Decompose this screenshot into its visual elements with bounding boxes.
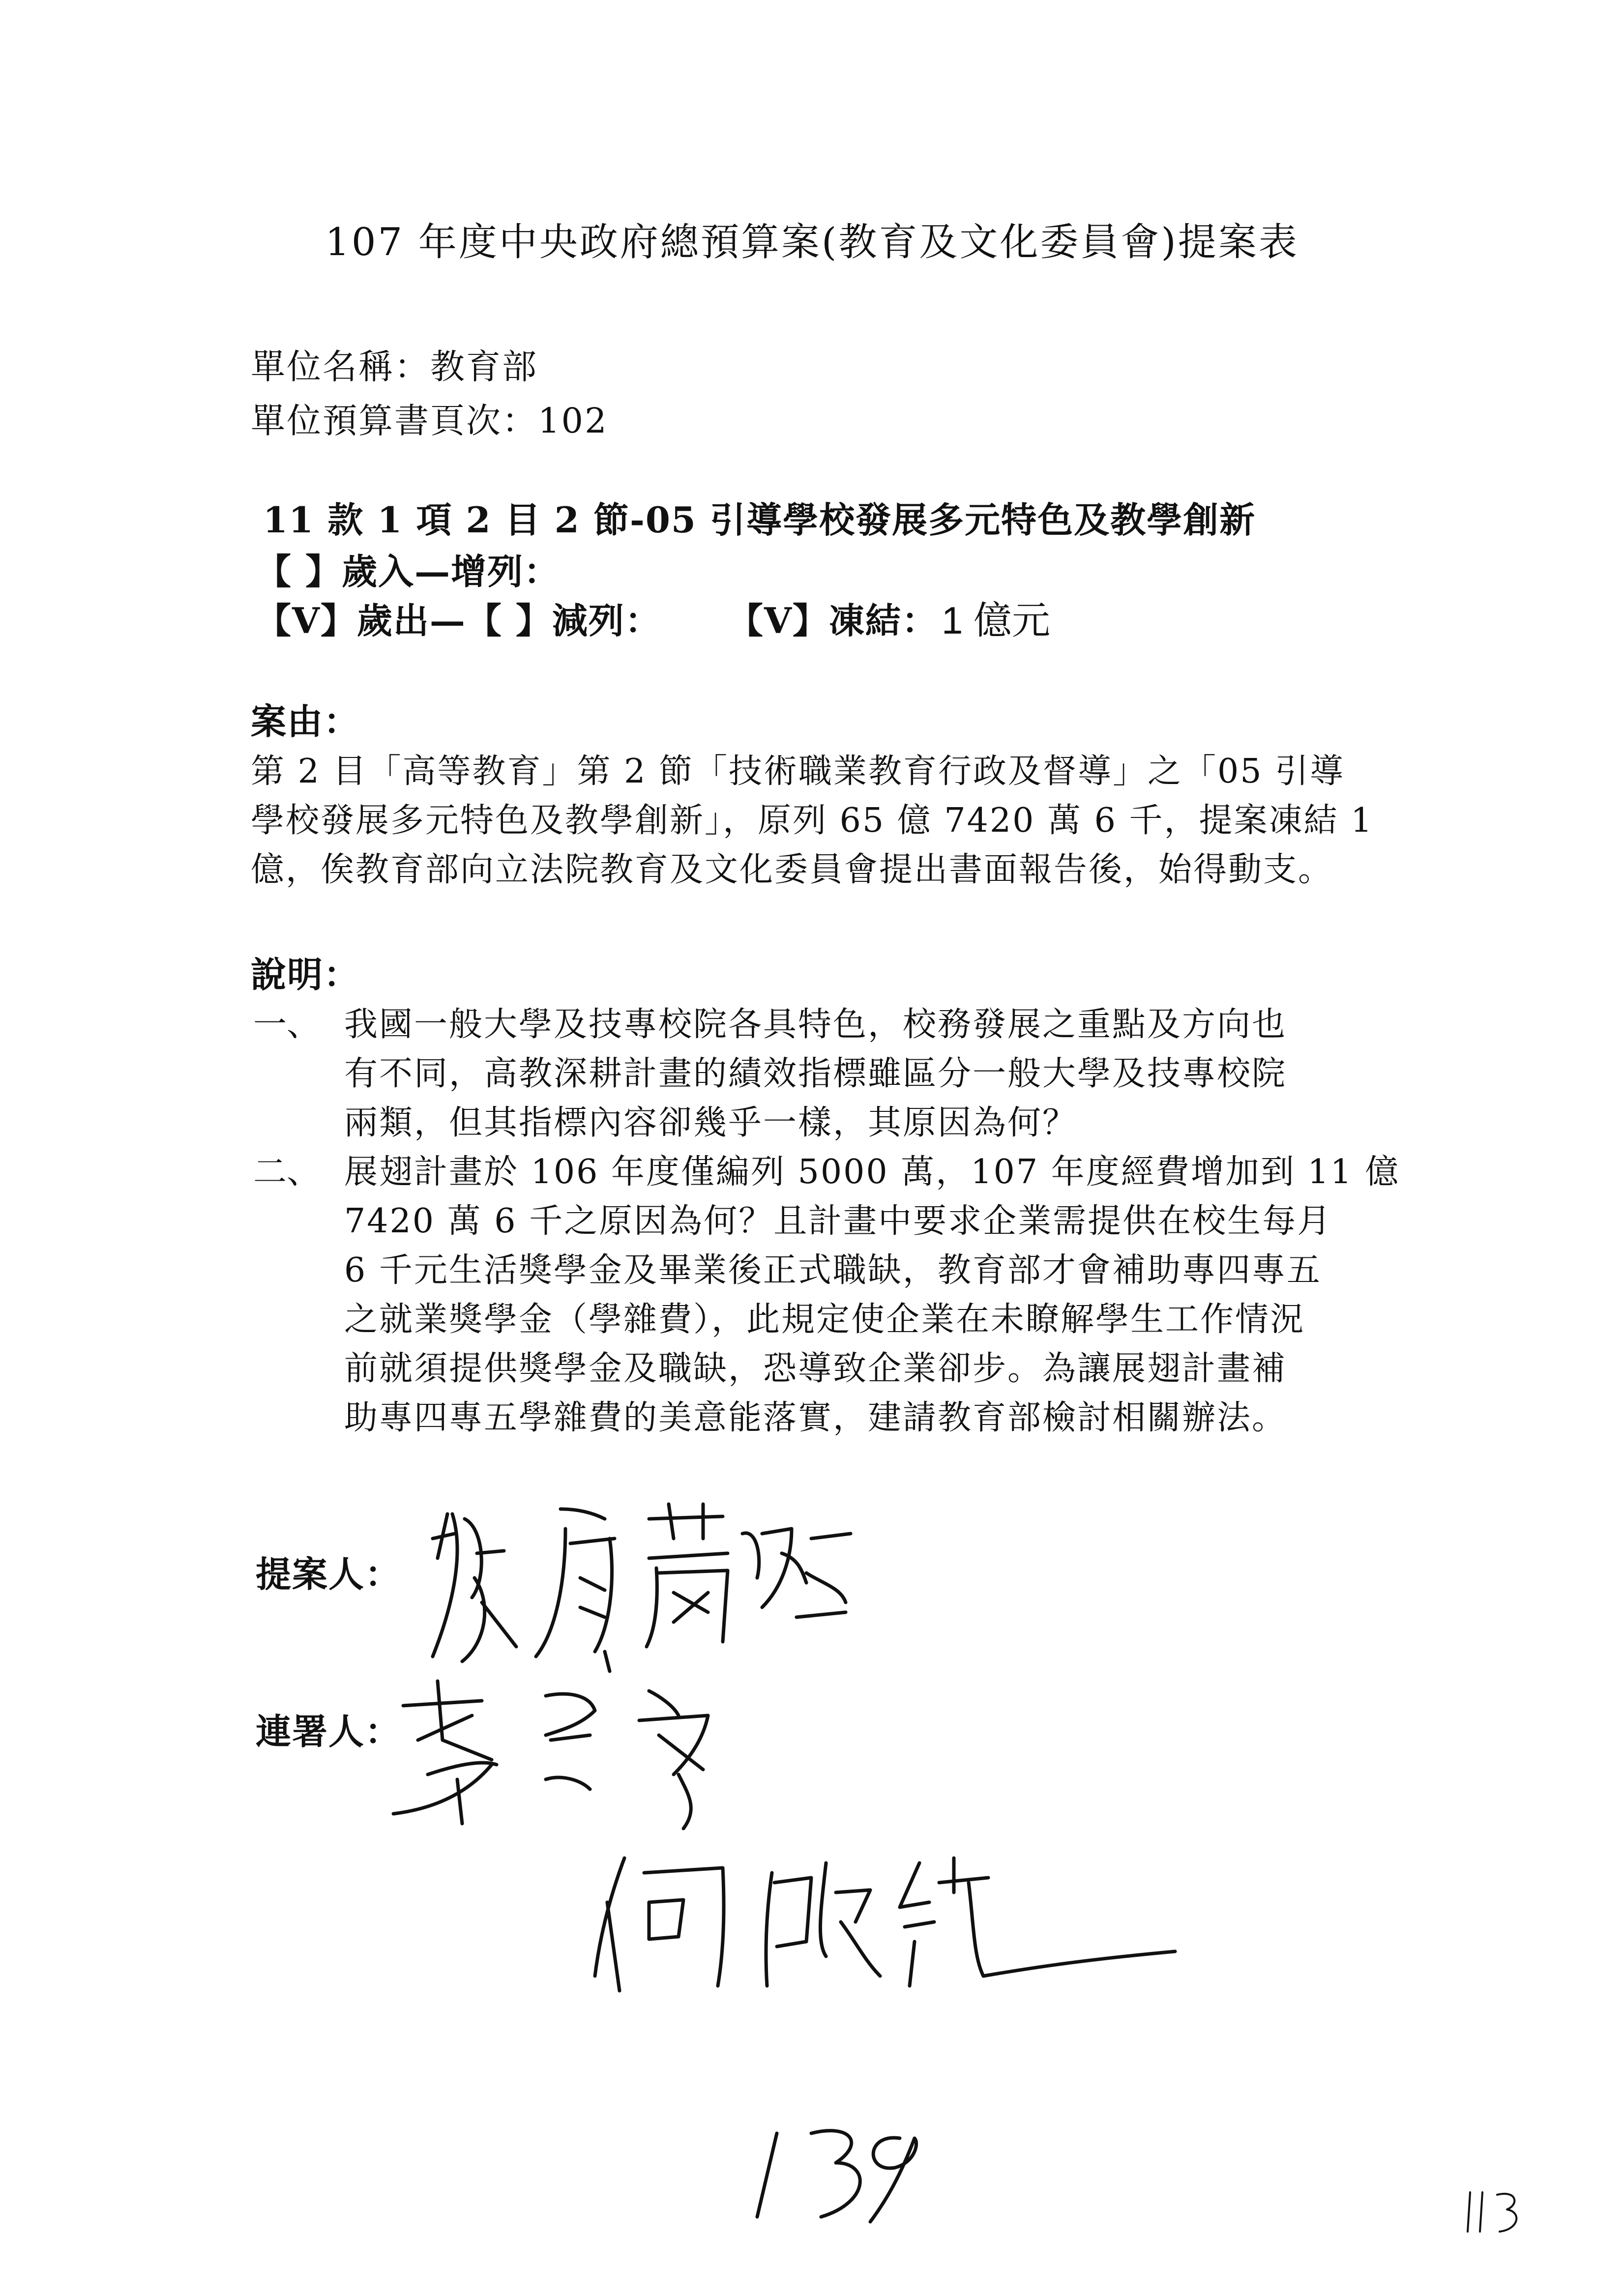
page-number-handwritten	[738, 2104, 934, 2232]
page-title: 107 年度中央政府總預算案(教育及文化委員會)提案表	[325, 220, 1299, 264]
corner-number-handwritten	[1460, 2182, 1534, 2241]
explanation-line: 前就須提供獎學金及職缺，恐導致企業卻步。為讓展翅計畫補	[344, 1349, 1287, 1388]
reason-line: 學校發展多元特色及教學創新」，原列 65 億 7420 萬 6 千，提案凍結 1	[251, 801, 1374, 840]
explanation-line: 之就業獎學金（學雜費），此規定使企業在未瞭解學生工作情況	[344, 1300, 1305, 1339]
explanation-line: 6 千元生活獎學金及畢業後正式職缺，教育部才會補助專四專五	[344, 1251, 1322, 1290]
explanation-line: 有不同，高教深耕計畫的績效指標雖區分一般大學及技專校院	[344, 1054, 1287, 1093]
explanation-item-number: 二、	[253, 1153, 321, 1192]
reason-line: 億，俟教育部向立法院教育及文化委員會提出書面報告後，始得動支。	[251, 850, 1333, 889]
explanation-line: 我國一般大學及技專校院各具特色，校務發展之重點及方向也	[344, 1005, 1287, 1044]
freeze-amount: 1 億元	[942, 599, 1051, 642]
unit-budget-page: 單位預算書頁次：102	[251, 401, 608, 441]
reason-line: 第 2 目「高等教育」第 2 節「技術職業教育行政及督導」之「05 引導	[251, 752, 1345, 791]
reason-label: 案由：	[251, 700, 360, 742]
explanation-line: 助專四專五學雜費的美意能落實，建請教育部檢討相關辦法。	[344, 1398, 1287, 1437]
expense-line: 【V】歲出—【 】減列：	[256, 600, 661, 641]
proposer-signature	[418, 1484, 860, 1691]
cosigner-signature-2	[580, 1829, 1190, 2005]
proposer-label: 提案人：	[256, 1553, 402, 1595]
explanation-line: 展翅計畫於 106 年度僅編列 5000 萬，107 年度經費增加到 11 億	[344, 1153, 1400, 1192]
revenue-line: 【 】歲入—增列：	[256, 551, 561, 592]
explanation-label: 說明：	[251, 954, 360, 995]
explanation-item-number: 一、	[253, 1005, 321, 1044]
item-heading: 11 款 1 項 2 目 2 節-05 引導學校發展多元特色及教學創新	[263, 499, 1256, 541]
explanation-line: 7420 萬 6 千之原因為何？且計畫中要求企業需提供在校生每月	[344, 1202, 1332, 1241]
explanation-line: 兩類，但其指標內容卻幾乎一樣，其原因為何？	[344, 1104, 1078, 1142]
unit-name: 單位名稱：教育部	[251, 347, 538, 387]
cosigner-label: 連署人：	[256, 1711, 402, 1752]
freeze-label: 【V】凍結：	[728, 600, 938, 641]
cosigner-signature-1	[384, 1661, 738, 1838]
